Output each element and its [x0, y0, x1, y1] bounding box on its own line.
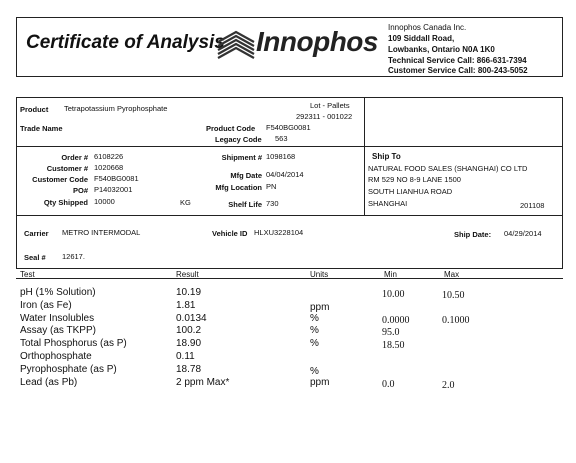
row-min: 95.0: [382, 327, 400, 338]
row-max: 0.1000: [442, 315, 470, 326]
row-test: Water Insolubles: [20, 313, 95, 324]
row-test: Lead (as Pb): [20, 377, 78, 388]
ship-to-line-3: SOUTH LIANHUA ROAD: [368, 187, 453, 196]
col-header-test: Test: [20, 270, 35, 279]
table-row: [0, 325, 576, 338]
ship-date-value: 04/29/2014: [504, 229, 542, 238]
row-result: 0.11: [176, 351, 195, 362]
divider: [364, 146, 365, 215]
table-row: [0, 338, 576, 351]
col-header-units: Units: [310, 270, 329, 279]
row-min: 10.00: [382, 289, 405, 300]
results-header-rule: [16, 278, 563, 279]
legacy-code-value: 563: [275, 134, 288, 143]
row-units: %: [310, 313, 319, 324]
divider: [16, 146, 563, 147]
trade-name-label: Trade Name: [20, 124, 63, 133]
row-units: %: [310, 366, 319, 377]
col-header-min: Min: [384, 270, 397, 279]
logo-wordmark: Innophos: [256, 26, 378, 57]
row-test: Iron (as Fe): [20, 300, 72, 311]
page-title: Certificate of Analysis: [26, 32, 225, 53]
vehicle-id-label: Vehicle ID: [212, 229, 248, 238]
table-row: [0, 377, 576, 390]
technical-service: Technical Service Call: 866-631-7394: [388, 56, 527, 65]
ship-to-line-1: NATURAL FOOD SALES (SHANGHAI) CO LTD: [368, 164, 528, 173]
product-code-label: Product Code: [206, 124, 256, 133]
company-city: Lowbanks, Ontario N0A 1K0: [388, 45, 495, 54]
row-result: 0.0134: [176, 313, 207, 324]
carrier-label: Carrier: [24, 229, 49, 238]
divider: [16, 215, 563, 216]
col-header-result: Result: [176, 270, 199, 279]
po-label: PO#: [72, 186, 88, 195]
shelf-life-value: 730: [266, 199, 279, 208]
company-name: Innophos Canada Inc.: [388, 23, 467, 32]
row-units: ppm: [310, 377, 330, 388]
ship-to-city: SHANGHAI: [368, 199, 408, 208]
shipment-label: Shipment #: [221, 153, 262, 162]
carrier-value: METRO INTERMODAL: [62, 228, 141, 237]
vehicle-id-value: HLXU3228104: [254, 228, 304, 237]
product-code-value: F540BG0081: [266, 123, 311, 132]
ship-to-line-2: RM 529 NO 8-9 LANE 1500: [368, 175, 461, 184]
shipment-value: 1098168: [266, 152, 296, 161]
row-test: Orthophosphate: [20, 351, 92, 362]
table-row: [0, 351, 576, 364]
row-min: 18.50: [382, 340, 405, 351]
table-row: [0, 364, 576, 377]
customer-code-value: F540BG0081: [94, 174, 139, 183]
qty-shipped-label: Qty Shipped: [43, 198, 88, 207]
company-street: 109 Siddall Road,: [388, 34, 455, 43]
row-test: pH (1% Solution): [20, 287, 96, 298]
ship-to-label: Ship To: [372, 152, 401, 161]
row-result: 100.2: [176, 325, 202, 336]
order-value: 6108226: [94, 152, 124, 161]
product-value: Tetrapotassium Pyrophosphate: [64, 104, 168, 113]
innophos-logo-icon: [214, 28, 260, 62]
ship-to-postal: 201108: [520, 201, 545, 210]
table-row: [0, 300, 576, 313]
mfg-date-label: Mfg Date: [230, 171, 262, 180]
row-units: %: [310, 325, 319, 336]
po-value: P14032001: [94, 185, 133, 194]
customer-service: Customer Service Call: 800-243-5052: [388, 66, 528, 75]
mfg-date-value: 04/04/2014: [266, 170, 304, 179]
mfg-location-value: PN: [266, 182, 277, 191]
seal-label: Seal #: [24, 253, 46, 262]
table-row: [0, 287, 576, 300]
qty-shipped-value: 10000: [94, 197, 115, 206]
divider: [364, 97, 365, 146]
row-min: 0.0: [382, 379, 395, 390]
row-test: Total Phosphorus (as P): [20, 338, 127, 349]
row-units: %: [310, 338, 319, 349]
row-result: 1.81: [176, 300, 196, 311]
row-min: 0.0000: [382, 315, 410, 326]
qty-unit: KG: [180, 198, 191, 207]
row-test: Pyrophosphate (as P): [20, 364, 117, 375]
ship-date-label: Ship Date:: [454, 230, 492, 239]
lot-value: 292311 - 001022: [296, 112, 353, 121]
customer-label: Customer #: [46, 164, 88, 173]
col-header-max: Max: [444, 270, 460, 279]
legacy-code-label: Legacy Code: [215, 135, 262, 144]
order-label: Order #: [61, 153, 88, 162]
lot-label: Lot - Pallets: [310, 101, 350, 110]
product-label: Product: [20, 105, 49, 114]
mfg-location-label: Mfg Location: [215, 183, 262, 192]
row-result: 10.19: [176, 287, 202, 298]
row-result: 18.90: [176, 338, 202, 349]
row-max: 10.50: [442, 290, 465, 301]
row-max: 2.0: [442, 380, 455, 391]
row-result: 2 ppm Max*: [176, 377, 230, 388]
shelf-life-label: Shelf Life: [228, 200, 262, 209]
row-test: Assay (as TKPP): [20, 325, 96, 336]
row-units: ppm: [310, 302, 330, 313]
row-result: 18.78: [176, 364, 202, 375]
seal-value: 12617.: [62, 252, 85, 261]
customer-value: 1020668: [94, 163, 124, 172]
customer-code-label: Customer Code: [32, 175, 88, 184]
